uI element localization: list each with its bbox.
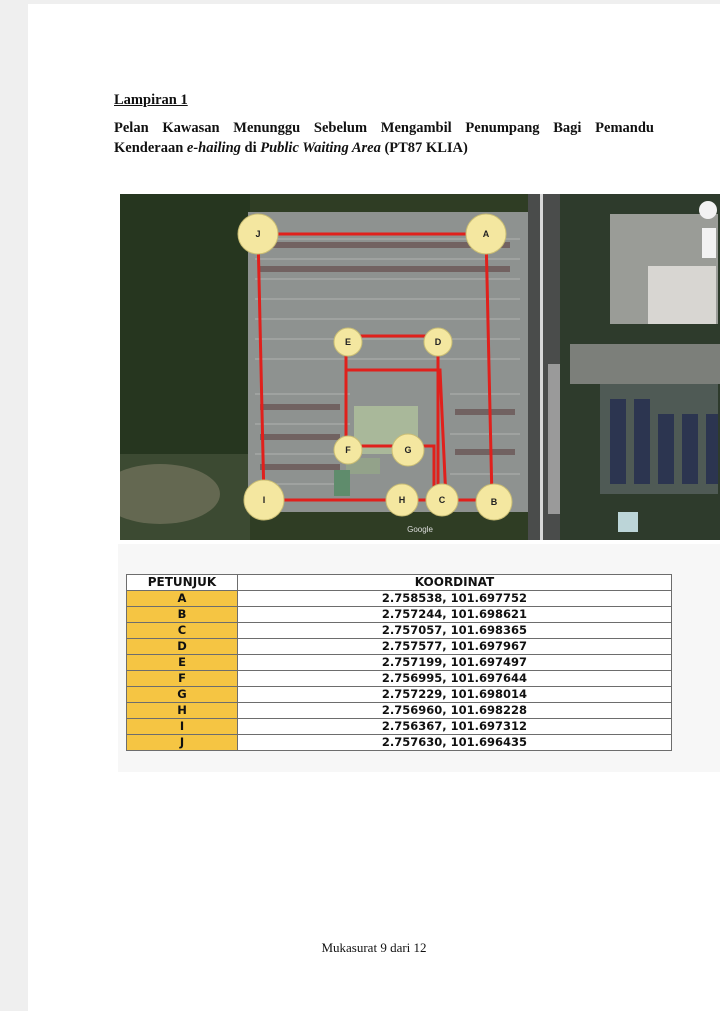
marker-d-label: D [434,337,442,347]
row-coord: 2.756960, 101.698228 [238,703,672,719]
row-coord: 2.757577, 101.697967 [238,639,672,655]
row-coord: 2.757630, 101.696435 [238,735,672,751]
row-label: H [127,703,238,719]
subtitle-tail: (PT87 KLIA) [380,140,468,156]
document-page [28,4,720,1011]
subtitle-di: di [240,140,261,156]
header-koordinat: KOORDINAT [238,575,672,591]
marker-a-label: A [482,229,490,239]
subtitle-line-1: Pelan Kawasan Menunggu Sebelum Mengambil Penumpang Bagi Pemandu [114,120,654,136]
row-label: E [127,655,238,671]
row-label: I [127,719,238,735]
row-label: A [127,591,238,607]
subtitle-ehailing: e-hailing [186,140,241,156]
row-coord: 2.757057, 101.698365 [238,623,672,639]
row-label: B [127,607,238,623]
row-coord: 2.757229, 101.698014 [238,687,672,703]
coordinate-table-area [118,544,720,772]
table-row [127,703,672,719]
marker-b-label: B [490,497,498,507]
map-svg [120,194,720,540]
table-row [127,623,672,639]
table-header-row [127,575,672,591]
row-coord: 2.757199, 101.697497 [238,655,672,671]
google-watermark: Google [407,525,433,534]
table-row [127,687,672,703]
marker-c-label: C [438,495,446,505]
marker-g-label: G [404,445,412,455]
table-row [127,719,672,735]
row-coord: 2.758538, 101.697752 [238,591,672,607]
row-label: G [127,687,238,703]
table-row [127,591,672,607]
page-footer: Mukasurat 9 dari 12 [321,940,427,955]
document-subtitle [114,118,654,158]
row-coord: 2.757244, 101.698621 [238,607,672,623]
table-row [127,655,672,671]
row-coord: 2.756995, 101.697644 [238,671,672,687]
marker-j-label: J [255,229,261,239]
subtitle-pwa: Public Waiting Area [260,140,381,156]
marker-h-label: H [398,495,406,505]
row-label: D [127,639,238,655]
marker-f-label: F [345,445,351,455]
table-row [127,639,672,655]
marker-e-label: E [344,337,352,347]
compass-icon[interactable] [699,201,717,219]
subtitle-kenderaan: Kenderaan [114,140,187,156]
zoom-control[interactable] [702,228,716,258]
table-row [127,607,672,623]
attachment-heading: Lampiran 1 [114,92,188,108]
table-row [127,671,672,687]
satellite-map [120,194,720,540]
row-label: J [127,735,238,751]
coordinate-table [126,574,672,751]
header-petunjuk: PETUNJUK [127,575,238,591]
table-row [127,735,672,751]
row-label: F [127,671,238,687]
row-label: C [127,623,238,639]
row-coord: 2.756367, 101.697312 [238,719,672,735]
marker-i-label: I [262,495,266,505]
